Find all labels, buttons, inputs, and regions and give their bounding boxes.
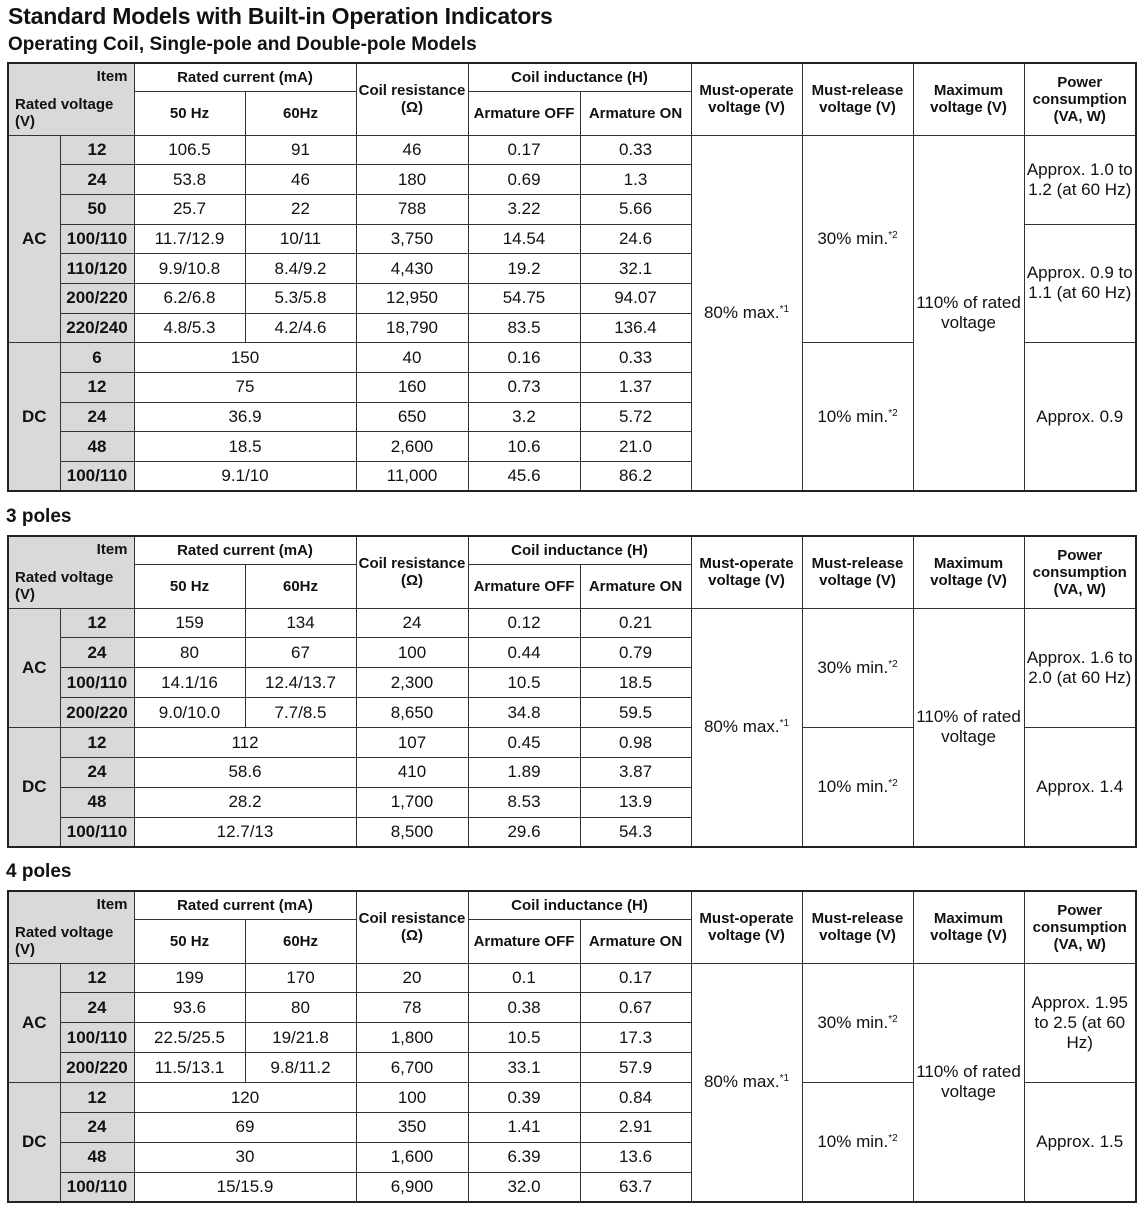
armature-on-cell: 0.67 bbox=[580, 993, 691, 1023]
armature-on-cell: 1.3 bbox=[580, 165, 691, 195]
armature-on-cell: 0.98 bbox=[580, 728, 691, 758]
dc-must-release-value bbox=[802, 728, 913, 848]
coil-resistance-cell: 1,600 bbox=[356, 1142, 468, 1172]
current-50hz-cell: 80 bbox=[134, 638, 245, 668]
current-60hz-cell: 67 bbox=[245, 638, 356, 668]
current-60hz-cell: 5.3/5.8 bbox=[245, 283, 356, 313]
header-row bbox=[8, 536, 1136, 564]
hz60-header: 60Hz bbox=[245, 91, 356, 135]
armature-off-cell: 0.73 bbox=[468, 373, 580, 403]
coil-resistance-cell: 650 bbox=[356, 402, 468, 432]
item-label: Item bbox=[96, 541, 128, 558]
current-50hz-cell: 22.5/25.5 bbox=[134, 1023, 245, 1053]
rated-voltage-label: Rated voltage (V) bbox=[15, 924, 114, 958]
coil-resistance-cell: 1,700 bbox=[356, 787, 468, 817]
armature-off-cell: 14.54 bbox=[468, 224, 580, 254]
page-title: Standard Models with Built-in Operation Indicators bbox=[8, 3, 553, 29]
spec-table bbox=[7, 890, 1137, 1203]
armature-off-cell: 10.5 bbox=[468, 1023, 580, 1053]
rated-current-cell: 15/15.9 bbox=[134, 1172, 356, 1202]
armature-on-header: Armature ON bbox=[580, 919, 691, 963]
current-60hz-cell: 91 bbox=[245, 135, 356, 165]
page-subtitle: Operating Coil, Single-pole and Double-pole Models bbox=[8, 34, 477, 55]
rated-voltage-cell: 220/240 bbox=[60, 313, 134, 343]
current-60hz-cell: 80 bbox=[245, 993, 356, 1023]
must-operate-header: Must-operate voltage (V) bbox=[691, 536, 802, 608]
rated-current-cell: 120 bbox=[134, 1083, 356, 1113]
armature-on-cell: 94.07 bbox=[580, 283, 691, 313]
current-50hz-cell: 106.5 bbox=[134, 135, 245, 165]
armature-off-cell: 0.39 bbox=[468, 1083, 580, 1113]
spec-table bbox=[7, 535, 1137, 848]
current-60hz-cell: 8.4/9.2 bbox=[245, 254, 356, 284]
rated-voltage-cell: 110/120 bbox=[60, 254, 134, 284]
coil-resistance-cell: 8,500 bbox=[356, 817, 468, 847]
current-60hz-cell: 46 bbox=[245, 165, 356, 195]
must-operate-value-text: 80% max. bbox=[703, 717, 780, 737]
armature-on-cell: 13.6 bbox=[580, 1142, 691, 1172]
item-header bbox=[8, 891, 134, 963]
armature-off-cell: 83.5 bbox=[468, 313, 580, 343]
armature-on-cell: 21.0 bbox=[580, 432, 691, 462]
coil-resistance-header: Coil resistance (Ω) bbox=[356, 63, 468, 135]
ac-must-release-value-footnote: *2 bbox=[888, 1013, 898, 1025]
current-50hz-cell: 11.7/12.9 bbox=[134, 224, 245, 254]
armature-on-cell: 0.21 bbox=[580, 608, 691, 638]
rated-voltage-cell: 48 bbox=[60, 787, 134, 817]
rated-voltage-cell: 24 bbox=[60, 993, 134, 1023]
coil-inductance-header: Coil inductance (H) bbox=[468, 536, 691, 564]
max-voltage-value: 110% of rated voltage bbox=[913, 963, 1024, 1202]
armature-off-cell: 1.89 bbox=[468, 757, 580, 787]
coil-resistance-cell: 46 bbox=[356, 135, 468, 165]
armature-on-cell: 17.3 bbox=[580, 1023, 691, 1053]
rated-voltage-cell: 24 bbox=[60, 165, 134, 195]
armature-off-cell: 54.75 bbox=[468, 283, 580, 313]
coil-resistance-cell: 1,800 bbox=[356, 1023, 468, 1053]
table-row bbox=[8, 608, 1136, 638]
section-heading: 3 poles bbox=[6, 506, 72, 527]
header-row bbox=[8, 63, 1136, 91]
rated-voltage-cell: 12 bbox=[60, 608, 134, 638]
rated-current-cell: 112 bbox=[134, 728, 356, 758]
must-release-header: Must-release voltage (V) bbox=[802, 536, 913, 608]
coil-resistance-cell: 410 bbox=[356, 757, 468, 787]
coil-resistance-cell: 350 bbox=[356, 1112, 468, 1142]
armature-on-cell: 1.37 bbox=[580, 373, 691, 403]
rated-voltage-cell: 24 bbox=[60, 638, 134, 668]
armature-off-cell: 0.45 bbox=[468, 728, 580, 758]
armature-off-cell: 10.5 bbox=[468, 668, 580, 698]
rated-voltage-cell: 24 bbox=[60, 1112, 134, 1142]
armature-off-cell: 3.2 bbox=[468, 402, 580, 432]
coil-resistance-cell: 40 bbox=[356, 343, 468, 373]
dc-must-release-value-footnote: *2 bbox=[888, 1133, 898, 1145]
current-50hz-cell: 14.1/16 bbox=[134, 668, 245, 698]
coil-resistance-cell: 788 bbox=[356, 194, 468, 224]
item-header bbox=[8, 536, 134, 608]
ac-power-consumption-value: Approx. 0.9 to 1.1 (at 60 Hz) bbox=[1024, 224, 1136, 343]
armature-on-cell: 5.66 bbox=[580, 194, 691, 224]
current-60hz-cell: 170 bbox=[245, 963, 356, 993]
armature-on-cell: 57.9 bbox=[580, 1053, 691, 1083]
dc-group-label: DC bbox=[8, 728, 60, 848]
power-header: Power consumption (VA, W) bbox=[1024, 63, 1136, 135]
current-50hz-cell: 9.9/10.8 bbox=[134, 254, 245, 284]
rated-voltage-label: Rated voltage (V) bbox=[15, 569, 114, 603]
armature-on-cell: 3.87 bbox=[580, 757, 691, 787]
item-label: Item bbox=[96, 68, 128, 85]
coil-resistance-cell: 2,600 bbox=[356, 432, 468, 462]
armature-on-cell: 0.84 bbox=[580, 1083, 691, 1113]
current-50hz-cell: 25.7 bbox=[134, 194, 245, 224]
rated-voltage-cell: 48 bbox=[60, 1142, 134, 1172]
must-operate-header: Must-operate voltage (V) bbox=[691, 891, 802, 963]
armature-on-header: Armature ON bbox=[580, 91, 691, 135]
ac-must-release-value-text: 30% min. bbox=[817, 228, 889, 248]
max-voltage-value: 110% of rated voltage bbox=[913, 608, 1024, 847]
rated-voltage-cell: 100/110 bbox=[60, 817, 134, 847]
rated-voltage-cell: 12 bbox=[60, 1083, 134, 1113]
coil-resistance-cell: 160 bbox=[356, 373, 468, 403]
rated-voltage-cell: 24 bbox=[60, 402, 134, 432]
dc-must-release-value bbox=[802, 1083, 913, 1203]
armature-off-cell: 0.12 bbox=[468, 608, 580, 638]
dc-power-consumption-value: Approx. 1.4 bbox=[1024, 728, 1136, 848]
rated-voltage-cell: 200/220 bbox=[60, 1053, 134, 1083]
armature-off-cell: 6.39 bbox=[468, 1142, 580, 1172]
current-60hz-cell: 9.8/11.2 bbox=[245, 1053, 356, 1083]
must-release-header: Must-release voltage (V) bbox=[802, 63, 913, 135]
power-header: Power consumption (VA, W) bbox=[1024, 891, 1136, 963]
armature-off-cell: 29.6 bbox=[468, 817, 580, 847]
dc-must-release-value-text: 10% min. bbox=[817, 406, 889, 426]
ac-group-label: AC bbox=[8, 963, 60, 1083]
rated-voltage-cell: 12 bbox=[60, 728, 134, 758]
coil-resistance-cell: 180 bbox=[356, 165, 468, 195]
armature-off-cell: 0.16 bbox=[468, 343, 580, 373]
armature-on-cell: 24.6 bbox=[580, 224, 691, 254]
must-operate-value bbox=[691, 608, 802, 847]
rated-voltage-cell: 12 bbox=[60, 963, 134, 993]
armature-off-cell: 0.69 bbox=[468, 165, 580, 195]
coil-resistance-cell: 8,650 bbox=[356, 698, 468, 728]
must-operate-value bbox=[691, 135, 802, 491]
max-voltage-header: Maximum voltage (V) bbox=[913, 891, 1024, 963]
ac-group-label: AC bbox=[8, 608, 60, 728]
armature-off-header: Armature OFF bbox=[468, 564, 580, 608]
hz60-header: 60Hz bbox=[245, 564, 356, 608]
must-operate-value-footnote: *1 bbox=[779, 1073, 790, 1085]
armature-off-cell: 34.8 bbox=[468, 698, 580, 728]
coil-resistance-cell: 100 bbox=[356, 638, 468, 668]
armature-off-cell: 33.1 bbox=[468, 1053, 580, 1083]
must-operate-header: Must-operate voltage (V) bbox=[691, 63, 802, 135]
armature-off-cell: 1.41 bbox=[468, 1112, 580, 1142]
rated-voltage-cell: 12 bbox=[60, 373, 134, 403]
max-voltage-header: Maximum voltage (V) bbox=[913, 63, 1024, 135]
armature-on-cell: 0.33 bbox=[580, 135, 691, 165]
current-50hz-cell: 9.0/10.0 bbox=[134, 698, 245, 728]
current-50hz-cell: 199 bbox=[134, 963, 245, 993]
armature-on-cell: 0.17 bbox=[580, 963, 691, 993]
coil-resistance-cell: 11,000 bbox=[356, 462, 468, 492]
rated-voltage-cell: 100/110 bbox=[60, 462, 134, 492]
hz50-header: 50 Hz bbox=[134, 919, 245, 963]
rated-current-cell: 36.9 bbox=[134, 402, 356, 432]
rated-voltage-cell: 100/110 bbox=[60, 1023, 134, 1053]
armature-on-cell: 59.5 bbox=[580, 698, 691, 728]
armature-off-cell: 19.2 bbox=[468, 254, 580, 284]
ac-group-label: AC bbox=[8, 135, 60, 343]
coil-resistance-header: Coil resistance (Ω) bbox=[356, 891, 468, 963]
coil-resistance-cell: 6,700 bbox=[356, 1053, 468, 1083]
current-60hz-cell: 7.7/8.5 bbox=[245, 698, 356, 728]
must-operate-value-text: 80% max. bbox=[703, 302, 780, 322]
rated-current-cell: 75 bbox=[134, 373, 356, 403]
rated-current-cell: 30 bbox=[134, 1142, 356, 1172]
table-row bbox=[8, 963, 1136, 993]
dc-must-release-value-footnote: *2 bbox=[888, 778, 898, 790]
current-60hz-cell: 10/11 bbox=[245, 224, 356, 254]
table-row bbox=[8, 135, 1136, 165]
rated-voltage-cell: 50 bbox=[60, 194, 134, 224]
hz50-header: 50 Hz bbox=[134, 91, 245, 135]
dc-must-release-value-text: 10% min. bbox=[817, 1132, 889, 1152]
ac-must-release-value bbox=[802, 608, 913, 728]
rated-current-cell: 12.7/13 bbox=[134, 817, 356, 847]
item-label: Item bbox=[96, 896, 128, 913]
armature-off-cell: 32.0 bbox=[468, 1172, 580, 1202]
ac-must-release-value-footnote: *2 bbox=[888, 229, 898, 241]
spec-table bbox=[7, 62, 1137, 492]
armature-on-header: Armature ON bbox=[580, 564, 691, 608]
rated-voltage-cell: 6 bbox=[60, 343, 134, 373]
dc-must-release-value-footnote: *2 bbox=[888, 407, 898, 419]
coil-resistance-cell: 18,790 bbox=[356, 313, 468, 343]
rated-voltage-cell: 48 bbox=[60, 432, 134, 462]
must-operate-value-footnote: *1 bbox=[779, 718, 790, 730]
current-60hz-cell: 134 bbox=[245, 608, 356, 638]
item-header bbox=[8, 63, 134, 135]
ac-power-consumption-value: Approx. 1.95 to 2.5 (at 60 Hz) bbox=[1024, 963, 1136, 1083]
armature-on-cell: 5.72 bbox=[580, 402, 691, 432]
coil-resistance-cell: 6,900 bbox=[356, 1172, 468, 1202]
max-voltage-header: Maximum voltage (V) bbox=[913, 536, 1024, 608]
rated-current-cell: 18.5 bbox=[134, 432, 356, 462]
current-50hz-cell: 159 bbox=[134, 608, 245, 638]
armature-off-cell: 10.6 bbox=[468, 432, 580, 462]
armature-on-cell: 63.7 bbox=[580, 1172, 691, 1202]
ac-must-release-value bbox=[802, 963, 913, 1083]
ac-must-release-value bbox=[802, 135, 913, 343]
armature-on-cell: 32.1 bbox=[580, 254, 691, 284]
current-60hz-cell: 12.4/13.7 bbox=[245, 668, 356, 698]
armature-on-cell: 0.79 bbox=[580, 638, 691, 668]
must-operate-value bbox=[691, 963, 802, 1202]
armature-off-cell: 8.53 bbox=[468, 787, 580, 817]
coil-resistance-cell: 20 bbox=[356, 963, 468, 993]
armature-off-header: Armature OFF bbox=[468, 91, 580, 135]
rated-current-header: Rated current (mA) bbox=[134, 891, 356, 919]
coil-resistance-cell: 3,750 bbox=[356, 224, 468, 254]
rated-current-cell: 58.6 bbox=[134, 757, 356, 787]
max-voltage-value: 110% of rated voltage bbox=[913, 135, 1024, 491]
armature-on-cell: 2.91 bbox=[580, 1112, 691, 1142]
current-60hz-cell: 19/21.8 bbox=[245, 1023, 356, 1053]
power-header: Power consumption (VA, W) bbox=[1024, 536, 1136, 608]
armature-on-cell: 18.5 bbox=[580, 668, 691, 698]
coil-resistance-cell: 78 bbox=[356, 993, 468, 1023]
coil-resistance-cell: 4,430 bbox=[356, 254, 468, 284]
armature-on-cell: 86.2 bbox=[580, 462, 691, 492]
armature-off-cell: 3.22 bbox=[468, 194, 580, 224]
rated-voltage-cell: 100/110 bbox=[60, 668, 134, 698]
coil-resistance-cell: 24 bbox=[356, 608, 468, 638]
rated-current-cell: 150 bbox=[134, 343, 356, 373]
rated-voltage-cell: 200/220 bbox=[60, 283, 134, 313]
coil-inductance-header: Coil inductance (H) bbox=[468, 891, 691, 919]
armature-on-cell: 54.3 bbox=[580, 817, 691, 847]
dc-must-release-value bbox=[802, 343, 913, 491]
ac-must-release-value-footnote: *2 bbox=[888, 658, 898, 670]
current-50hz-cell: 93.6 bbox=[134, 993, 245, 1023]
current-50hz-cell: 53.8 bbox=[134, 165, 245, 195]
dc-power-consumption-value: Approx. 1.5 bbox=[1024, 1083, 1136, 1203]
hz50-header: 50 Hz bbox=[134, 564, 245, 608]
ac-power-consumption-value: Approx. 1.0 to 1.2 (at 60 Hz) bbox=[1024, 135, 1136, 224]
ac-must-release-value-text: 30% min. bbox=[817, 657, 889, 677]
armature-off-header: Armature OFF bbox=[468, 919, 580, 963]
coil-resistance-header: Coil resistance (Ω) bbox=[356, 536, 468, 608]
rated-voltage-cell: 200/220 bbox=[60, 698, 134, 728]
armature-off-cell: 0.1 bbox=[468, 963, 580, 993]
current-50hz-cell: 6.2/6.8 bbox=[134, 283, 245, 313]
armature-on-cell: 13.9 bbox=[580, 787, 691, 817]
dc-group-label: DC bbox=[8, 1083, 60, 1203]
rated-voltage-cell: 24 bbox=[60, 757, 134, 787]
must-operate-value-footnote: *1 bbox=[779, 303, 790, 315]
armature-off-cell: 45.6 bbox=[468, 462, 580, 492]
armature-on-cell: 136.4 bbox=[580, 313, 691, 343]
coil-resistance-cell: 100 bbox=[356, 1083, 468, 1113]
rated-current-cell: 9.1/10 bbox=[134, 462, 356, 492]
header-row bbox=[8, 891, 1136, 919]
must-operate-value-text: 80% max. bbox=[703, 1072, 780, 1092]
current-60hz-cell: 22 bbox=[245, 194, 356, 224]
dc-group-label: DC bbox=[8, 343, 60, 491]
armature-off-cell: 0.17 bbox=[468, 135, 580, 165]
coil-resistance-cell: 12,950 bbox=[356, 283, 468, 313]
armature-off-cell: 0.38 bbox=[468, 993, 580, 1023]
rated-voltage-cell: 100/110 bbox=[60, 224, 134, 254]
rated-voltage-label: Rated voltage (V) bbox=[15, 96, 114, 130]
armature-on-cell: 0.33 bbox=[580, 343, 691, 373]
ac-must-release-value-text: 30% min. bbox=[817, 1012, 889, 1032]
rated-current-header: Rated current (mA) bbox=[134, 63, 356, 91]
hz60-header: 60Hz bbox=[245, 919, 356, 963]
section-heading: 4 poles bbox=[6, 861, 72, 882]
rated-current-cell: 69 bbox=[134, 1112, 356, 1142]
rated-current-header: Rated current (mA) bbox=[134, 536, 356, 564]
dc-must-release-value-text: 10% min. bbox=[817, 777, 889, 797]
armature-off-cell: 0.44 bbox=[468, 638, 580, 668]
ac-power-consumption-value: Approx. 1.6 to 2.0 (at 60 Hz) bbox=[1024, 608, 1136, 728]
current-50hz-cell: 11.5/13.1 bbox=[134, 1053, 245, 1083]
rated-current-cell: 28.2 bbox=[134, 787, 356, 817]
rated-voltage-cell: 100/110 bbox=[60, 1172, 134, 1202]
coil-inductance-header: Coil inductance (H) bbox=[468, 63, 691, 91]
coil-resistance-cell: 2,300 bbox=[356, 668, 468, 698]
must-release-header: Must-release voltage (V) bbox=[802, 891, 913, 963]
current-60hz-cell: 4.2/4.6 bbox=[245, 313, 356, 343]
current-50hz-cell: 4.8/5.3 bbox=[134, 313, 245, 343]
dc-power-consumption-value: Approx. 0.9 bbox=[1024, 343, 1136, 491]
coil-resistance-cell: 107 bbox=[356, 728, 468, 758]
rated-voltage-cell: 12 bbox=[60, 135, 134, 165]
